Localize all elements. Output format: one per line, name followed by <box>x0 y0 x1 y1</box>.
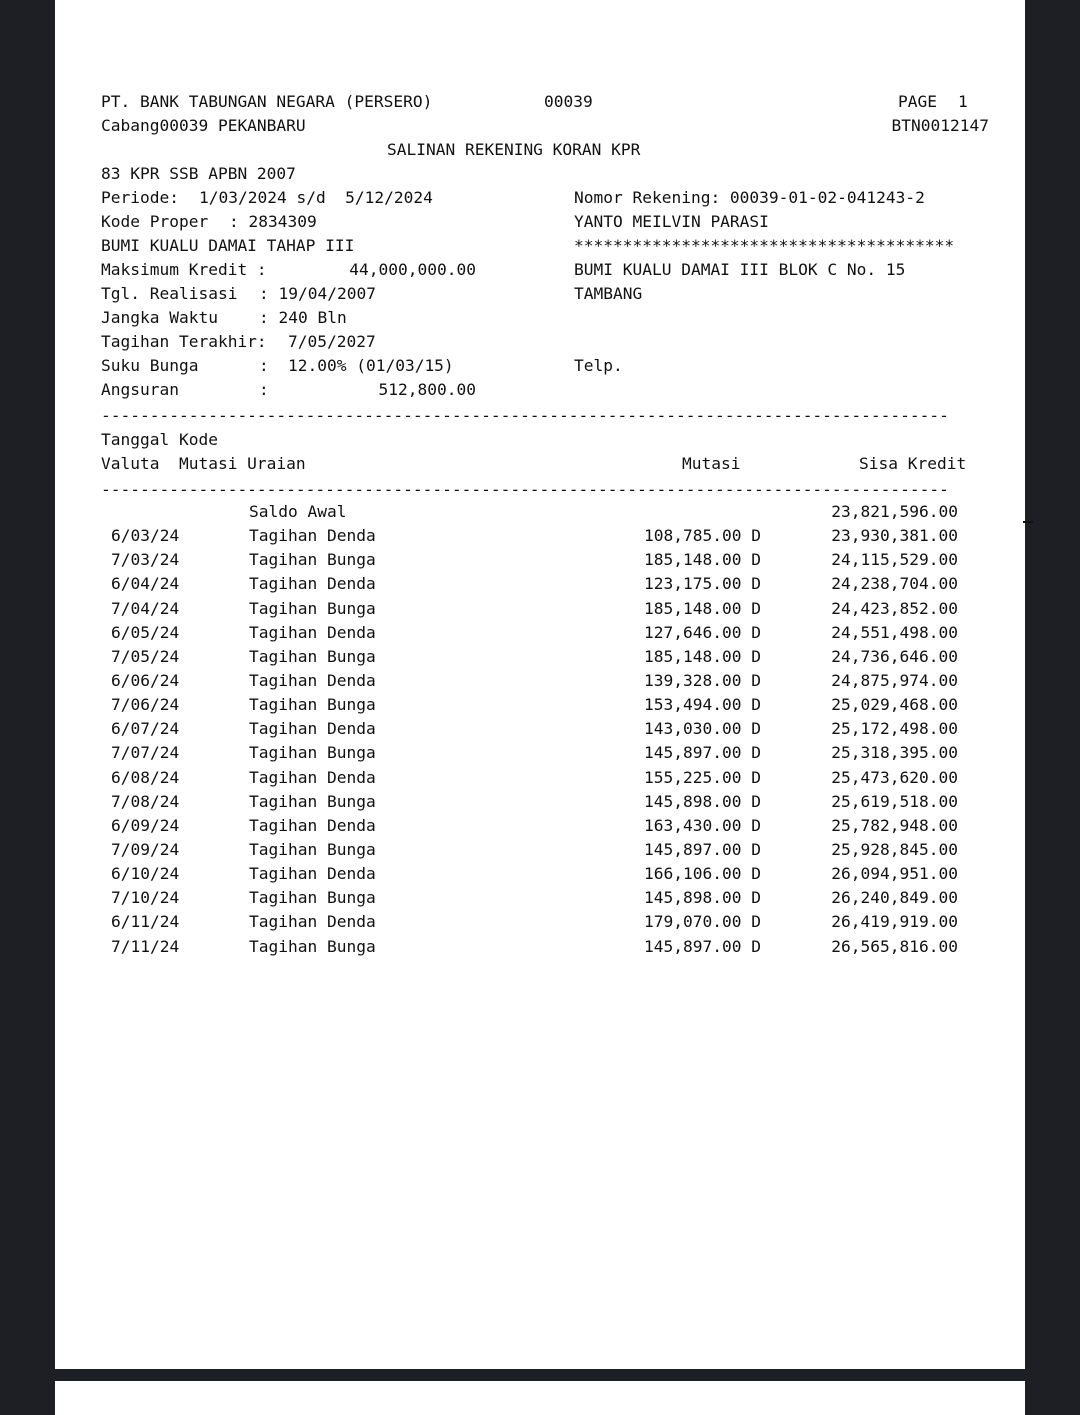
tgl-realisasi-value: : 19/04/2007 <box>259 284 376 303</box>
page-label: PAGE <box>898 92 937 111</box>
col-header-tanggal: Tanggal Kode <box>101 430 218 449</box>
angsuran-label: Angsuran <box>101 380 179 399</box>
row-description: Tagihan Bunga <box>249 936 376 956</box>
row-sisa-kredit: 26,094,951.00 <box>831 864 958 884</box>
saldo-awal-label: Saldo Awal <box>249 502 347 521</box>
maks-kredit-value: 44,000,000.00 <box>349 260 476 279</box>
row-sisa-kredit: 24,736,646.00 <box>831 646 958 666</box>
row-date: 6/03/24 <box>111 526 180 545</box>
row-date: 7/10/24 <box>111 888 180 908</box>
doc-code: BTN0012147 <box>891 116 989 135</box>
row-date: 6/09/24 <box>111 815 180 835</box>
row-description: Tagihan Bunga <box>249 791 376 811</box>
row-description: Tagihan Bunga <box>249 695 376 714</box>
row-mutasi: 143,030.00 D <box>644 719 761 739</box>
row-date: 6/10/24 <box>111 864 180 884</box>
row-description: Tagihan Denda <box>249 719 376 739</box>
row-sisa-kredit: 26,240,849.00 <box>831 888 958 908</box>
row-mutasi: 185,148.00 D <box>644 598 761 618</box>
row-sisa-kredit: 25,473,620.00 <box>831 767 958 787</box>
row-sisa-kredit: 24,875,974.00 <box>831 670 958 690</box>
branch-name: Cabang00039 PEKANBARU <box>101 116 306 135</box>
angsuran-value: 512,800.00 <box>378 380 476 399</box>
row-date: 7/08/24 <box>111 791 180 811</box>
row-date: 6/04/24 <box>111 574 180 594</box>
telp-label: Telp. <box>574 356 623 375</box>
jangka-waktu-value: : 240 Bln <box>259 308 347 327</box>
row-description: Tagihan Denda <box>249 574 376 594</box>
row-mutasi: 166,106.00 D <box>644 864 761 884</box>
tgl-realisasi-label: Tgl. Realisasi <box>101 284 238 303</box>
row-mutasi: 155,225.00 D <box>644 767 761 787</box>
row-sisa-kredit: 24,423,852.00 <box>831 598 958 618</box>
project-name: BUMI KUALU DAMAI TAHAP III <box>101 236 355 255</box>
row-mutasi: 145,897.00 D <box>644 840 761 859</box>
row-mutasi: 145,897.00 D <box>644 743 761 763</box>
row-description: Tagihan Bunga <box>249 743 376 763</box>
text-cursor <box>1023 521 1033 523</box>
row-description: Tagihan Denda <box>249 815 376 835</box>
tagihan-terakhir-value: 7/05/2027 <box>288 332 376 351</box>
row-description: Tagihan Bunga <box>249 840 376 859</box>
col-header-sisa-kredit: Sisa Kredit <box>859 454 967 473</box>
row-mutasi: 145,898.00 D <box>644 791 761 811</box>
row-date: 7/07/24 <box>111 743 180 763</box>
page-number: 1 <box>958 92 968 111</box>
row-date: 6/11/24 <box>111 912 180 932</box>
angsuran-colon: : <box>259 380 269 399</box>
row-mutasi: 185,148.00 D <box>644 646 761 666</box>
row-mutasi: 179,070.00 D <box>644 912 761 932</box>
suku-bunga-colon: : <box>259 356 269 375</box>
maks-kredit-label: Maksimum Kredit : <box>101 260 267 279</box>
suku-bunga-label: Suku Bunga <box>101 356 199 375</box>
row-mutasi: 108,785.00 D <box>644 526 761 545</box>
row-sisa-kredit: 26,565,816.00 <box>831 936 958 956</box>
next-page-edge <box>55 1381 1025 1415</box>
row-sisa-kredit: 26,419,919.00 <box>831 912 958 932</box>
suku-bunga-value: 12.00% (01/03/15) <box>288 356 454 375</box>
dash-separator-top: --------------------------------------------------------------------------------------- <box>101 406 949 425</box>
row-description: Tagihan Bunga <box>249 598 376 618</box>
kode-proper-value: : 2834309 <box>229 212 317 231</box>
address-line-2: TAMBANG <box>574 284 643 303</box>
row-date: 6/06/24 <box>111 670 180 690</box>
row-description: Tagihan Bunga <box>249 888 376 908</box>
row-mutasi: 139,328.00 D <box>644 670 761 690</box>
col-header-valuta: Valuta Mutasi Uraian <box>101 454 306 473</box>
row-sisa-kredit: 25,782,948.00 <box>831 815 958 835</box>
row-description: Tagihan Denda <box>249 622 376 642</box>
row-description: Tagihan Denda <box>249 912 376 932</box>
row-sisa-kredit: 25,928,845.00 <box>831 840 958 859</box>
row-description: Tagihan Denda <box>249 526 376 545</box>
dash-separator-bottom: --------------------------------------------------------------------------------------- <box>101 480 949 499</box>
bank-name: PT. BANK TABUNGAN NEGARA (PERSERO) <box>101 92 433 111</box>
row-date: 7/06/24 <box>111 695 180 714</box>
row-date: 7/09/24 <box>111 840 180 859</box>
row-mutasi: 127,646.00 D <box>644 622 761 642</box>
row-description: Tagihan Denda <box>249 864 376 884</box>
periode-value: 1/03/2024 s/d 5/12/2024 <box>199 188 433 207</box>
row-sisa-kredit: 23,930,381.00 <box>831 526 958 545</box>
row-sisa-kredit: 24,115,529.00 <box>831 550 958 570</box>
tagihan-terakhir-label: Tagihan Terakhir: <box>101 332 267 351</box>
row-sisa-kredit: 25,172,498.00 <box>831 719 958 739</box>
col-header-mutasi: Mutasi <box>682 454 741 473</box>
row-mutasi: 123,175.00 D <box>644 574 761 594</box>
row-description: Tagihan Denda <box>249 670 376 690</box>
row-date: 6/08/24 <box>111 767 180 787</box>
row-date: 7/05/24 <box>111 646 180 666</box>
saldo-awal-value: 23,821,596.00 <box>831 502 958 521</box>
star-separator: *************************************** <box>574 236 955 255</box>
row-date: 6/07/24 <box>111 719 180 739</box>
row-mutasi: 153,494.00 D <box>644 695 761 714</box>
row-sisa-kredit: 25,619,518.00 <box>831 791 958 811</box>
customer-name: YANTO MEILVIN PARASI <box>574 212 769 231</box>
row-date: 7/11/24 <box>111 936 180 956</box>
doc-title: SALINAN REKENING KORAN KPR <box>387 140 641 159</box>
row-description: Tagihan Denda <box>249 767 376 787</box>
row-sisa-kredit: 25,318,395.00 <box>831 743 958 763</box>
row-date: 7/03/24 <box>111 550 180 570</box>
row-mutasi: 185,148.00 D <box>644 550 761 570</box>
row-sisa-kredit: 25,029,468.00 <box>831 695 958 714</box>
branch-code: 00039 <box>544 92 593 111</box>
row-description: Tagihan Bunga <box>249 646 376 666</box>
row-mutasi: 163,430.00 D <box>644 815 761 835</box>
address-line-1: BUMI KUALU DAMAI III BLOK C No. 15 <box>574 260 906 279</box>
row-sisa-kredit: 24,551,498.00 <box>831 622 958 642</box>
row-date: 7/04/24 <box>111 598 180 618</box>
row-mutasi: 145,897.00 D <box>644 936 761 956</box>
row-date: 6/05/24 <box>111 622 180 642</box>
kode-proper-label: Kode Proper <box>101 212 209 231</box>
jangka-waktu-label: Jangka Waktu <box>101 308 218 327</box>
statement-page <box>55 0 1025 1369</box>
program-label: 83 KPR SSB APBN 2007 <box>101 164 296 183</box>
periode-label: Periode: <box>101 188 179 207</box>
row-description: Tagihan Bunga <box>249 550 376 570</box>
row-mutasi: 145,898.00 D <box>644 888 761 908</box>
nomor-rekening: Nomor Rekening: 00039-01-02-041243-2 <box>574 188 925 207</box>
row-sisa-kredit: 24,238,704.00 <box>831 574 958 594</box>
